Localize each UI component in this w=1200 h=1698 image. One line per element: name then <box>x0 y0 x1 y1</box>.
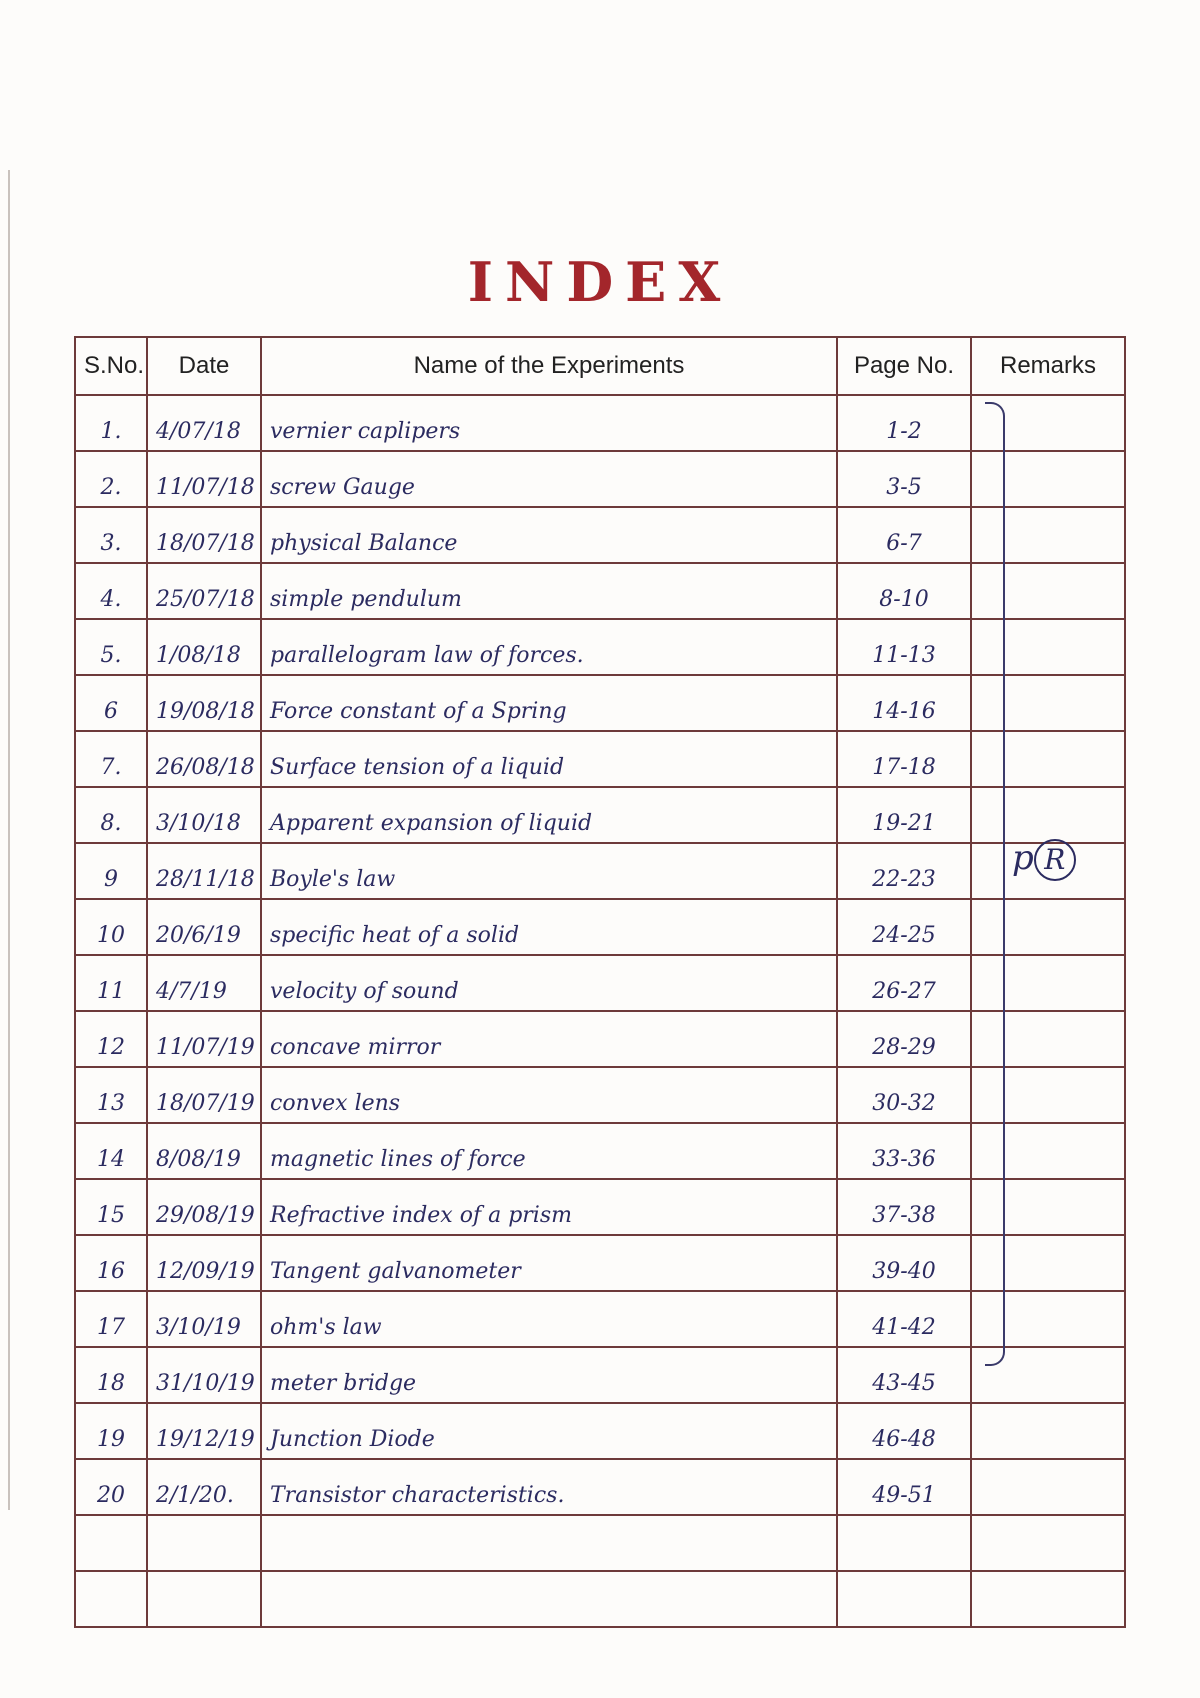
cell-page-range: 30-32 <box>837 1067 971 1123</box>
cell-date: 31/10/19 <box>147 1347 261 1403</box>
cell-sno: 8. <box>75 787 147 843</box>
cell-sno: 17 <box>75 1291 147 1347</box>
cell-experiment-name: Junction Diode <box>261 1403 837 1459</box>
cell-date: 19/08/18 <box>147 675 261 731</box>
cell-page-range <box>837 1571 971 1627</box>
cell-experiment-name: screw Gauge <box>261 451 837 507</box>
cell-experiment-name: Transistor characteristics. <box>261 1459 837 1515</box>
cell-date: 11/07/19 <box>147 1011 261 1067</box>
cell-experiment-name: meter bridge <box>261 1347 837 1403</box>
cell-page-range: 19-21 <box>837 787 971 843</box>
cell-remarks <box>971 1459 1125 1515</box>
cell-page-range: 22-23 <box>837 843 971 899</box>
cell-date: 4/07/18 <box>147 395 261 451</box>
cell-page-range: 43-45 <box>837 1347 971 1403</box>
table-row <box>75 1235 1125 1291</box>
cell-page-range: 41-42 <box>837 1291 971 1347</box>
cell-sno: 15 <box>75 1179 147 1235</box>
table-row <box>75 1459 1125 1515</box>
cell-experiment-name: Apparent expansion of liquid <box>261 787 837 843</box>
cell-date: 28/11/18 <box>147 843 261 899</box>
table-body <box>75 395 1125 1627</box>
cell-sno: 9 <box>75 843 147 899</box>
cell-date: 18/07/19 <box>147 1067 261 1123</box>
cell-experiment-name <box>261 1571 837 1627</box>
cell-page-range: 24-25 <box>837 899 971 955</box>
cell-sno: 13 <box>75 1067 147 1123</box>
cell-experiment-name: Refractive index of a prism <box>261 1179 837 1235</box>
remarks-bracket <box>985 402 1005 1366</box>
column-header-sno: S.No. <box>75 337 147 395</box>
cell-sno <box>75 1571 147 1627</box>
table-row <box>75 787 1125 843</box>
cell-sno: 4. <box>75 563 147 619</box>
table-row <box>75 1123 1125 1179</box>
table-row <box>75 1067 1125 1123</box>
table-row <box>75 955 1125 1011</box>
index-table <box>74 336 1126 1628</box>
cell-sno: 5. <box>75 619 147 675</box>
remarks-signature-circled-letter: R <box>1034 839 1076 881</box>
table-row <box>75 1403 1125 1459</box>
cell-page-range: 26-27 <box>837 955 971 1011</box>
table-row <box>75 899 1125 955</box>
cell-experiment-name: physical Balance <box>261 507 837 563</box>
table-row <box>75 451 1125 507</box>
remarks-signature <box>1012 838 1076 881</box>
cell-experiment-name: concave mirror <box>261 1011 837 1067</box>
table-row <box>75 395 1125 451</box>
table-row <box>75 675 1125 731</box>
cell-sno <box>75 1515 147 1571</box>
cell-experiment-name: Surface tension of a liquid <box>261 731 837 787</box>
table-row <box>75 619 1125 675</box>
cell-experiment-name: velocity of sound <box>261 955 837 1011</box>
cell-experiment-name <box>261 1515 837 1571</box>
cell-experiment-name: Boyle's law <box>261 843 837 899</box>
cell-sno: 10 <box>75 899 147 955</box>
cell-sno: 19 <box>75 1403 147 1459</box>
cell-experiment-name: simple pendulum <box>261 563 837 619</box>
cell-date: 29/08/19 <box>147 1179 261 1235</box>
cell-page-range: 49-51 <box>837 1459 971 1515</box>
table-row <box>75 1291 1125 1347</box>
cell-experiment-name: specific heat of a solid <box>261 899 837 955</box>
page-margin-line <box>8 170 10 1510</box>
cell-page-range <box>837 1515 971 1571</box>
cell-sno: 16 <box>75 1235 147 1291</box>
cell-page-range: 33-36 <box>837 1123 971 1179</box>
table-row <box>75 1347 1125 1403</box>
cell-page-range: 28-29 <box>837 1011 971 1067</box>
column-header-remarks: Remarks <box>971 337 1125 395</box>
cell-date: 1/08/18 <box>147 619 261 675</box>
cell-date <box>147 1515 261 1571</box>
table-row <box>75 1571 1125 1627</box>
table-row <box>75 507 1125 563</box>
cell-sno: 3. <box>75 507 147 563</box>
cell-date: 19/12/19 <box>147 1403 261 1459</box>
table-row <box>75 563 1125 619</box>
table-row <box>75 731 1125 787</box>
cell-date: 3/10/19 <box>147 1291 261 1347</box>
cell-experiment-name: Tangent galvanometer <box>261 1235 837 1291</box>
cell-sno: 18 <box>75 1347 147 1403</box>
cell-date: 20/6/19 <box>147 899 261 955</box>
cell-date: 11/07/18 <box>147 451 261 507</box>
cell-page-range: 3-5 <box>837 451 971 507</box>
cell-experiment-name: magnetic lines of force <box>261 1123 837 1179</box>
cell-remarks <box>971 1571 1125 1627</box>
table-row <box>75 1011 1125 1067</box>
column-header-page: Page No. <box>837 337 971 395</box>
cell-page-range: 17-18 <box>837 731 971 787</box>
cell-page-range: 1-2 <box>837 395 971 451</box>
cell-date: 8/08/19 <box>147 1123 261 1179</box>
cell-experiment-name: convex lens <box>261 1067 837 1123</box>
cell-page-range: 39-40 <box>837 1235 971 1291</box>
cell-experiment-name: parallelogram law of forces. <box>261 619 837 675</box>
cell-remarks <box>971 1403 1125 1459</box>
cell-date: 12/09/19 <box>147 1235 261 1291</box>
column-header-date: Date <box>147 337 261 395</box>
cell-date: 2/1/20. <box>147 1459 261 1515</box>
cell-sno: 7. <box>75 731 147 787</box>
cell-date <box>147 1571 261 1627</box>
page-title: INDEX <box>467 250 733 314</box>
table-header-row <box>75 337 1125 395</box>
cell-sno: 12 <box>75 1011 147 1067</box>
cell-experiment-name: ohm's law <box>261 1291 837 1347</box>
cell-experiment-name: Force constant of a Spring <box>261 675 837 731</box>
cell-page-range: 6-7 <box>837 507 971 563</box>
cell-sno: 20 <box>75 1459 147 1515</box>
cell-date: 18/07/18 <box>147 507 261 563</box>
cell-date: 3/10/18 <box>147 787 261 843</box>
cell-experiment-name: vernier caplipers <box>261 395 837 451</box>
cell-sno: 14 <box>75 1123 147 1179</box>
cell-page-range: 37-38 <box>837 1179 971 1235</box>
cell-sno: 2. <box>75 451 147 507</box>
cell-date: 25/07/18 <box>147 563 261 619</box>
cell-sno: 1. <box>75 395 147 451</box>
cell-remarks <box>971 1515 1125 1571</box>
cell-page-range: 11-13 <box>837 619 971 675</box>
table-row <box>75 1515 1125 1571</box>
cell-sno: 11 <box>75 955 147 1011</box>
table-row <box>75 1179 1125 1235</box>
cell-date: 4/7/19 <box>147 955 261 1011</box>
cell-sno: 6 <box>75 675 147 731</box>
cell-page-range: 46-48 <box>837 1403 971 1459</box>
remarks-signature-letter: p <box>1012 838 1034 878</box>
column-header-name: Name of the Experiments <box>261 337 837 395</box>
table-row <box>75 843 1125 899</box>
cell-page-range: 8-10 <box>837 563 971 619</box>
cell-date: 26/08/18 <box>147 731 261 787</box>
cell-page-range: 14-16 <box>837 675 971 731</box>
